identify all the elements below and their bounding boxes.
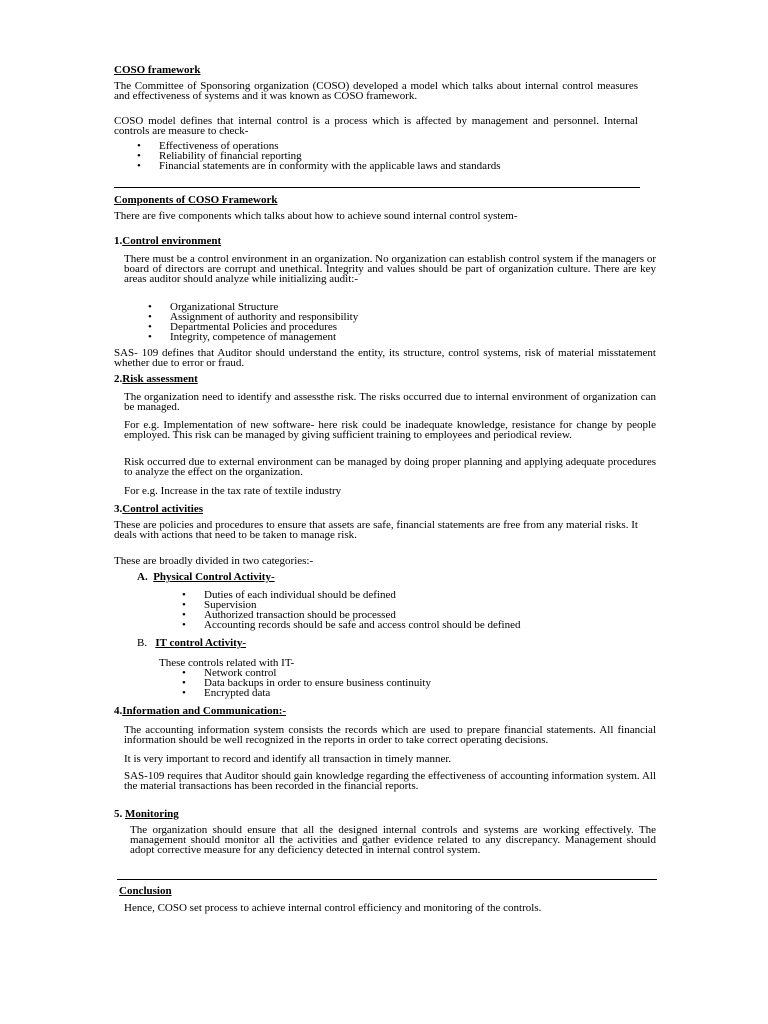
section-title-components: Components of COSO Framework [114,194,278,206]
list-item: • Network control [182,667,277,679]
paragraph: Risk occurred due to external environment can be managed by doing proper planning and applying adequate procedures to analyze the effect on the organization. [124,456,656,478]
bullet-list [137,140,639,172]
section-title-coso-framework: COSO framework [114,64,201,76]
bullet-icon: • [182,667,186,679]
divider [114,187,640,188]
bullet-list [182,589,674,631]
paragraph: SAS- 109 defines that Auditor should understand the entity, its structure, control systems, risk of material misstatement whether due to error or fraud. [114,347,656,369]
component-heading-5: 5. Monitoring [114,808,179,820]
bullet-icon: • [182,619,186,631]
list-item: • Data backups in order to ensure business continuity [182,677,431,689]
bullet-icon: • [148,311,152,323]
list-item: • Reliability of financial reporting [137,150,302,162]
component-heading-1: 1.Control environment [114,235,222,247]
paragraph: The Committee of Sponsoring organization (COSO) developed a model which talks about internal control measures and effectiveness of systems and it was known as COSO framework. [114,80,638,102]
list-item: • Organizational Structure [148,301,279,313]
list-item: • Duties of each individual should be defined [182,589,396,601]
bullet-icon: • [182,677,186,689]
list-item: • Departmental Policies and procedures [148,321,338,333]
list-item: • Accounting records should be safe and access control should be defined [182,619,521,631]
bullet-icon: • [182,589,186,601]
bullet-icon: • [137,160,141,172]
component-heading-3: 3.Control activities [114,503,204,515]
paragraph: COSO model defines that internal control is a process which is affected by management and personnel. Internal controls are measure to check- [114,115,638,137]
list-item: • Supervision [182,599,257,611]
bullet-icon: • [148,301,152,313]
subheading-b: B. IT control Activity- [137,637,246,649]
list-item: • Integrity, competence of management [148,331,337,343]
list-item: • Effectiveness of operations [137,140,279,152]
list-item: • Financial statements are in conformity with the applicable laws and standards [137,160,501,172]
bullet-list [148,301,640,343]
bullet-icon: • [182,687,186,699]
bullet-icon: • [137,150,141,162]
component-heading-2: 2.Risk assessment [114,373,198,385]
bullet-icon: • [137,140,141,152]
paragraph: These are policies and procedures to ensure that assets are safe, financial statements are free from any material risks. It deals with actions that need to be taken to manage risk. [114,519,638,541]
list-item: • Encrypted data [182,687,271,699]
paragraph: The accounting information system consists the records which are used to prepare financial statements. All financial information should be well recognized in the reports in order to take correct operating decisions. [124,724,656,746]
section-title-conclusion: Conclusion [119,885,172,897]
paragraph: There must be a control environment in an organization. No organization can establish control system if the managers or board of directors are corrupt and unethical. Integrity and values should be part of organization culture. There are key areas auditor should analyze while initializing audit:- [124,253,656,285]
paragraph: There are five components which talks about how to achieve sound internal control system- [114,210,518,222]
bullet-icon: • [182,599,186,611]
paragraph: The organization should ensure that all the designed internal controls and systems are working effectively. The management should monitor all the activities and gather evidence related to any discrepancy. Management should adopt corrective measure for any deficiency detected in internal control system. [130,824,656,856]
divider [117,879,657,880]
paragraph: The organization need to identify and assessthe risk. The risks occurred due to internal environment of organization can be managed. [124,391,656,413]
bullet-icon: • [148,321,152,333]
component-heading-4: 4.Information and Communication:- [114,705,287,717]
paragraph: For e.g. Implementation of new software- here risk could be inadequate knowledge, resistance for change by people employed. This risk can be managed by giving sufficient training to employees and periodical review. [124,419,656,441]
paragraph: These are broadly divided in two categories:- [114,555,314,567]
subheading-a: A. Physical Control Activity- [137,571,275,583]
paragraph: These controls related with IT- [159,657,295,669]
paragraph: SAS-109 requires that Auditor should gain knowledge regarding the effectiveness of accounting information system. All the material transactions has been recorded in the financial reports. [124,770,656,792]
paragraph: Hence, COSO set process to achieve internal control efficiency and monitoring of the controls. [124,902,542,914]
bullet-icon: • [148,331,152,343]
bullet-list [182,667,644,699]
bullet-icon: • [182,609,186,621]
paragraph: It is very important to record and identify all transaction in timely manner. [124,753,452,765]
paragraph: For e.g. Increase in the tax rate of textile industry [124,485,342,497]
list-item: • Authorized transaction should be processed [182,609,396,621]
list-item: • Assignment of authority and responsibility [148,311,359,323]
